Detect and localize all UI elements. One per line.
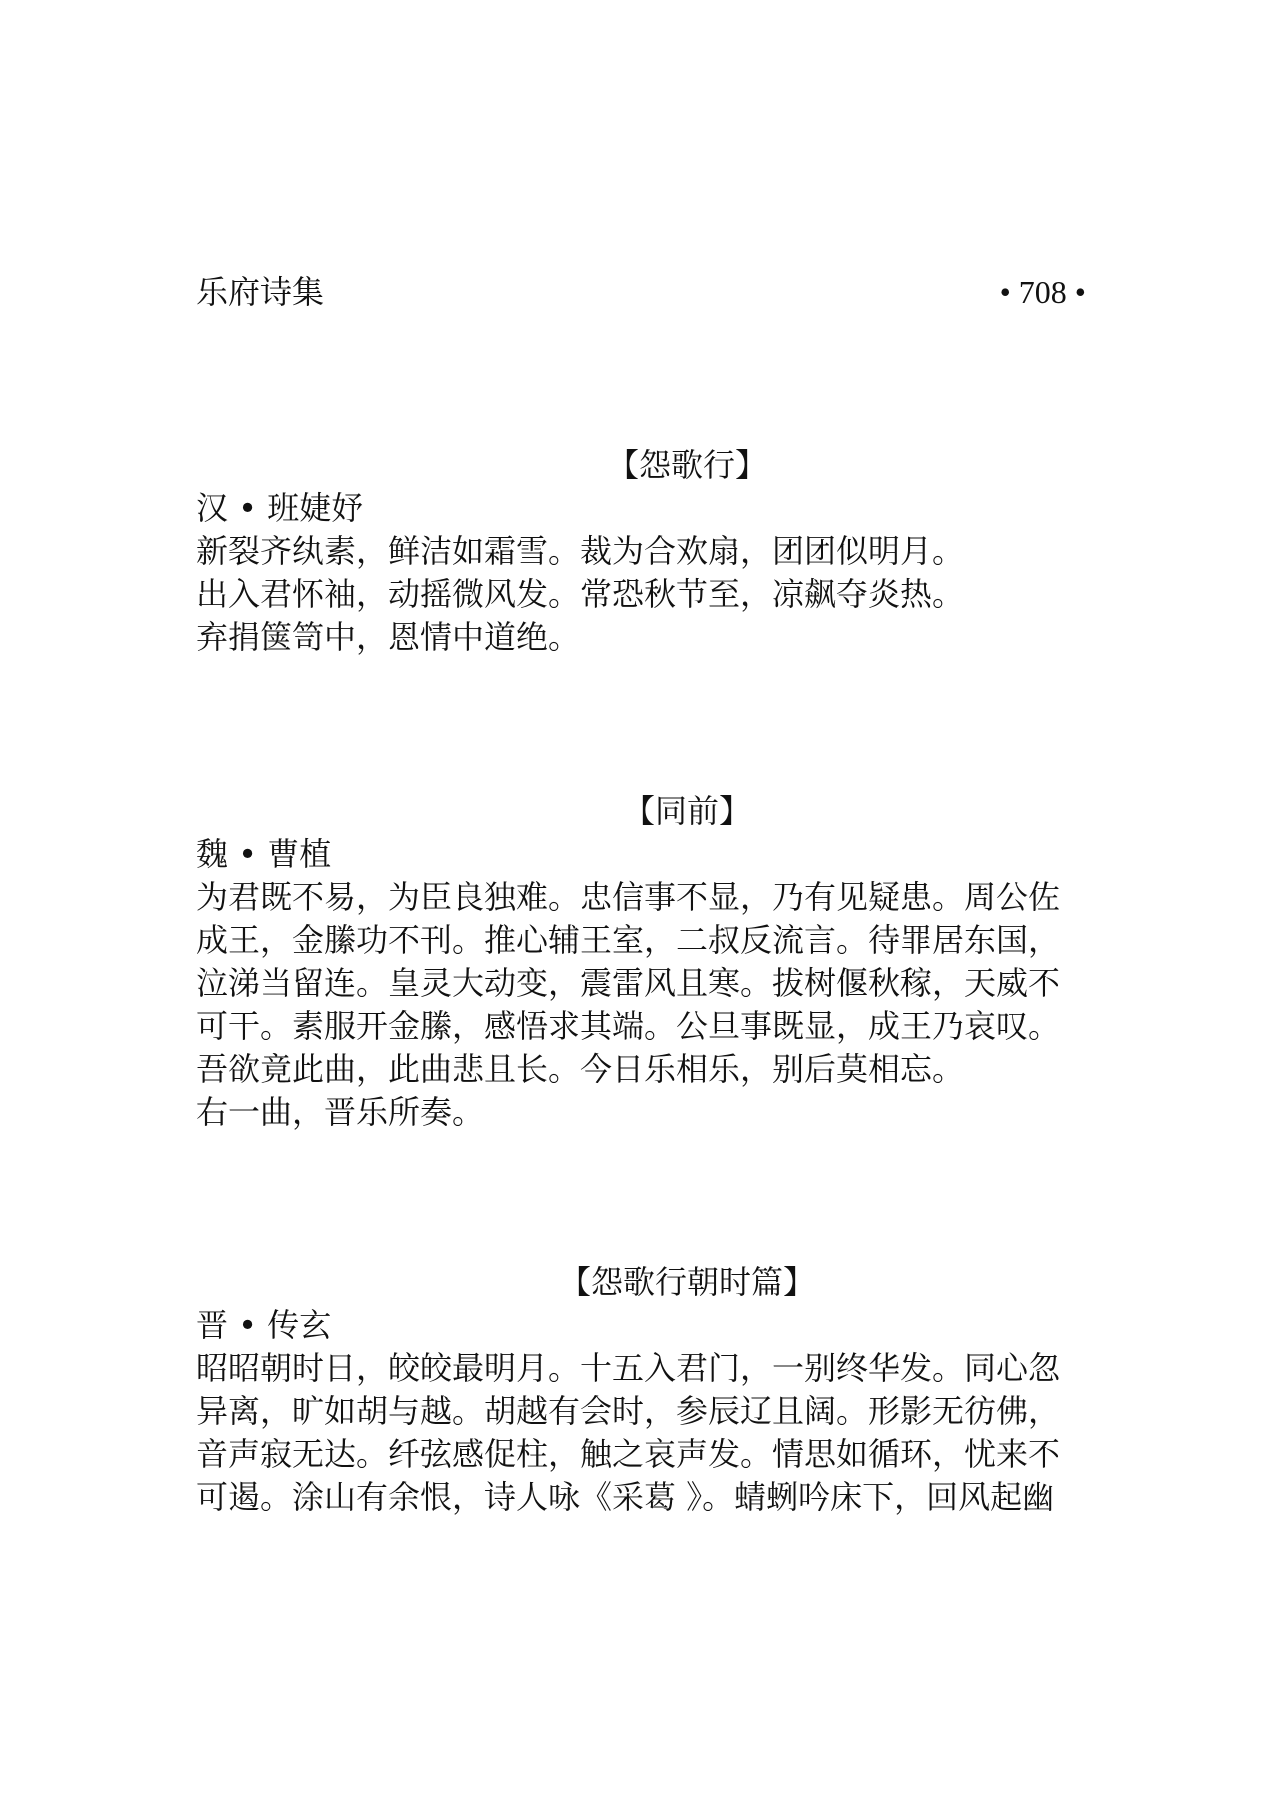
poem-line: 泣涕当留连。皇灵大动变，震雷风且寒。拔树偃秋稼，天威不 (196, 964, 1061, 1002)
poem-author: 魏 • 曹植 (196, 835, 332, 873)
poem-author: 汉 • 班婕妤 (196, 489, 364, 527)
poem-line: 新裂齐纨素，鲜洁如霜雪。裁为合欢扇，团团似明月。 (196, 532, 965, 570)
poem-title: 【同前】 (622, 792, 751, 830)
poem-line: 音声寂无达。纤弦感促柱，触之哀声发。情思如循环，忧来不 (196, 1435, 1061, 1473)
poem-title: 【怨歌行】 (606, 446, 767, 484)
poem-line: 弃捐箧笥中，恩情中道绝。 (196, 618, 581, 656)
poem-line: 出入君怀袖，动摇微风发。常恐秋节至，凉飙夺炎热。 (196, 575, 965, 613)
poem-note: 右一曲，晋乐所奏。 (196, 1093, 485, 1131)
poem-title: 【怨歌行朝时篇】 (558, 1263, 815, 1301)
poem-line: 可遏。涂山有余恨，诗人咏《采葛 》。蜻蛚吟床下，回风起幽 (196, 1478, 1055, 1516)
poem-section-2 (196, 789, 1086, 1134)
poem-section-1 (196, 443, 1086, 659)
poem-line: 异离，旷如胡与越。胡越有会时，参辰辽且阔。形影无彷佛， (196, 1392, 1061, 1430)
poem-author: 晋 • 传玄 (196, 1306, 332, 1344)
poem-line: 为君既不易，为臣良独难。忠信事不显，乃有见疑患。周公佐 (196, 878, 1061, 916)
poem-section-3 (196, 1260, 1086, 1519)
page-number: • 708 • (999, 274, 1086, 310)
poem-line: 可干。素服开金縢，感悟求其端。公旦事既显，成王乃哀叹。 (196, 1007, 1061, 1045)
book-title: 乐府诗集 (196, 273, 325, 311)
poem-line: 昭昭朝时日，皎皎最明月。十五入君门，一别终华发。同心忽 (196, 1349, 1061, 1387)
poem-line: 成王，金縢功不刊。推心辅王室，二叔反流言。待罪居东国， (196, 921, 1061, 959)
poem-line: 吾欲竟此曲，此曲悲且长。今日乐相乐，别后莫相忘。 (196, 1050, 965, 1088)
page-header (196, 270, 1086, 314)
